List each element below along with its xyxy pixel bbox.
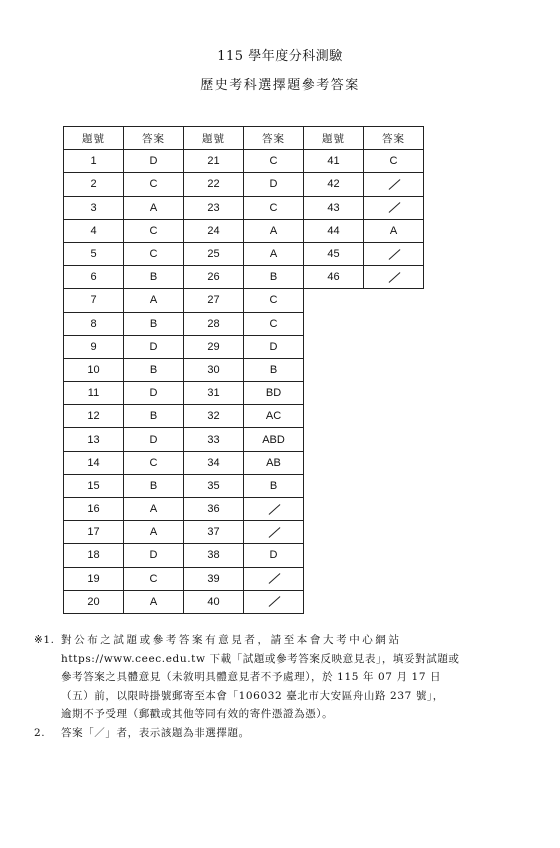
- question-number-cell: 19: [64, 567, 124, 590]
- question-number-cell: 18: [64, 544, 124, 567]
- non-choice-slash-icon: [388, 202, 400, 214]
- answer-cell: B: [124, 474, 184, 497]
- answer-cell: C: [244, 289, 304, 312]
- answer-cell: B: [244, 358, 304, 381]
- question-number-cell: 45: [304, 242, 364, 265]
- table-row: [64, 312, 184, 335]
- question-number-cell: 14: [64, 451, 124, 474]
- table-row: [304, 266, 424, 289]
- answer-cell: A: [124, 498, 184, 521]
- answer-cell: D: [124, 150, 184, 173]
- answer-cell: C: [364, 150, 424, 173]
- question-number-cell: 38: [184, 544, 244, 567]
- question-number-cell: 10: [64, 358, 124, 381]
- question-number-cell: 20: [64, 590, 124, 613]
- question-number-cell: 39: [184, 567, 244, 590]
- table-row: [184, 335, 304, 358]
- answer-cell: [364, 173, 424, 196]
- table-row: [184, 451, 304, 474]
- table-row: [64, 544, 184, 567]
- answer-cell: B: [124, 266, 184, 289]
- answer-cell: D: [124, 428, 184, 451]
- answer-cell: A: [364, 219, 424, 242]
- table-row: [64, 382, 184, 405]
- table-row: [184, 428, 304, 451]
- notes-section: [34, 631, 460, 742]
- table-row: [64, 289, 184, 312]
- table-row: [64, 173, 184, 196]
- table-row: [64, 150, 184, 173]
- answer-cell: D: [124, 335, 184, 358]
- answer-cell: [364, 266, 424, 289]
- table-row: [64, 451, 184, 474]
- question-number-cell: 37: [184, 521, 244, 544]
- answer-cell: B: [124, 405, 184, 428]
- table-header-row: [304, 127, 424, 150]
- question-number-cell: 2: [64, 173, 124, 196]
- answer-cell: A: [124, 521, 184, 544]
- header-answer: 答案: [244, 127, 304, 150]
- table-row: [184, 173, 304, 196]
- table-row: [64, 521, 184, 544]
- table-row: [64, 498, 184, 521]
- note-1-line: 參考答案之具體意見（未敘明具體意見者不予處理），於 115 年 07 月 17 日: [61, 671, 442, 683]
- note-1: [34, 631, 460, 724]
- question-number-cell: 5: [64, 242, 124, 265]
- table-row: [64, 335, 184, 358]
- question-number-cell: 25: [184, 242, 244, 265]
- table-row: [184, 498, 304, 521]
- table-row: [184, 219, 304, 242]
- note-1-line: 逾期不予受理（郵戳或其他等同有效的寄件憑證為憑）。: [61, 708, 334, 720]
- answer-cell: C: [124, 219, 184, 242]
- question-number-cell: 6: [64, 266, 124, 289]
- question-number-cell: 28: [184, 312, 244, 335]
- answer-cell: A: [124, 196, 184, 219]
- question-number-cell: 3: [64, 196, 124, 219]
- answer-cell: C: [244, 150, 304, 173]
- non-choice-slash-icon: [388, 179, 400, 191]
- answer-cell: [244, 590, 304, 613]
- question-number-cell: 22: [184, 173, 244, 196]
- table-row: [64, 405, 184, 428]
- question-number-cell: 16: [64, 498, 124, 521]
- non-choice-slash-icon: [268, 596, 280, 608]
- answer-cell: [244, 521, 304, 544]
- question-number-cell: 1: [64, 150, 124, 173]
- table-row: [184, 382, 304, 405]
- question-number-cell: 12: [64, 405, 124, 428]
- answer-cell: B: [124, 358, 184, 381]
- answer-cell: BD: [244, 382, 304, 405]
- table-row: [184, 590, 304, 613]
- question-number-cell: 31: [184, 382, 244, 405]
- note-1-marker: ※1.: [34, 634, 55, 646]
- table-row: [184, 521, 304, 544]
- table-row: [184, 289, 304, 312]
- question-number-cell: 34: [184, 451, 244, 474]
- question-number-cell: 11: [64, 382, 124, 405]
- answer-cell: D: [244, 544, 304, 567]
- non-choice-slash-icon: [268, 526, 280, 538]
- answer-cell: A: [244, 219, 304, 242]
- header-answer: 答案: [364, 127, 424, 150]
- header-answer: 答案: [124, 127, 184, 150]
- question-number-cell: 8: [64, 312, 124, 335]
- note-1-line: （五）前，以限時掛號郵寄至本會「106032 臺北市大安區舟山路 237 號」，: [61, 689, 444, 702]
- answer-cell: C: [124, 173, 184, 196]
- answer-table-column-3: [303, 126, 424, 289]
- question-number-cell: 42: [304, 173, 364, 196]
- answer-cell: D: [124, 382, 184, 405]
- note-2-marker: 2.: [34, 726, 46, 739]
- table-row: [184, 358, 304, 381]
- question-number-cell: 4: [64, 219, 124, 242]
- table-row: [184, 266, 304, 289]
- non-choice-slash-icon: [268, 573, 280, 585]
- note-1-line: 對公布之試題或參考答案有意見者，請至本會大考中心網站: [61, 634, 402, 646]
- table-row: [64, 474, 184, 497]
- table-row: [184, 474, 304, 497]
- answer-cell: AB: [244, 451, 304, 474]
- answer-cell: ABD: [244, 428, 304, 451]
- header-question-number: 題號: [184, 127, 244, 150]
- note-1-line: https://www.ceec.edu.tw 下載「試題或參考答案反映意見表」，填妥對試題或: [61, 652, 460, 665]
- question-number-cell: 41: [304, 150, 364, 173]
- question-number-cell: 15: [64, 474, 124, 497]
- non-choice-slash-icon: [388, 248, 400, 260]
- answer-cell: [244, 498, 304, 521]
- table-row: [64, 567, 184, 590]
- note-2: [34, 724, 454, 743]
- table-row: [184, 242, 304, 265]
- question-number-cell: 43: [304, 196, 364, 219]
- answer-cell: [364, 196, 424, 219]
- question-number-cell: 26: [184, 266, 244, 289]
- table-row: [304, 173, 424, 196]
- answer-cell: B: [244, 266, 304, 289]
- table-row: [304, 196, 424, 219]
- answer-cell: B: [124, 312, 184, 335]
- question-number-cell: 21: [184, 150, 244, 173]
- table-row: [64, 242, 184, 265]
- header-question-number: 題號: [304, 127, 364, 150]
- question-number-cell: 30: [184, 358, 244, 381]
- question-number-cell: 46: [304, 266, 364, 289]
- table-row: [64, 219, 184, 242]
- answer-cell: [244, 567, 304, 590]
- answer-cell: C: [124, 242, 184, 265]
- answer-cell: C: [244, 196, 304, 219]
- answer-cell: A: [124, 289, 184, 312]
- question-number-cell: 23: [184, 196, 244, 219]
- table-row: [64, 428, 184, 451]
- answer-cell: D: [244, 335, 304, 358]
- answer-cell: D: [124, 544, 184, 567]
- table-row: [304, 150, 424, 173]
- question-number-cell: 40: [184, 590, 244, 613]
- question-number-cell: 17: [64, 521, 124, 544]
- non-choice-slash-icon: [388, 271, 400, 283]
- table-row: [184, 405, 304, 428]
- table-row: [304, 242, 424, 265]
- table-row: [184, 567, 304, 590]
- answer-cell: D: [244, 173, 304, 196]
- answer-cell: C: [244, 312, 304, 335]
- answer-cell: AC: [244, 405, 304, 428]
- question-number-cell: 7: [64, 289, 124, 312]
- table-row: [184, 150, 304, 173]
- page-title: 115 學年度分科測驗: [217, 49, 343, 64]
- answer-cell: B: [244, 474, 304, 497]
- table-header-row: [64, 127, 184, 150]
- table-row: [64, 196, 184, 219]
- question-number-cell: 35: [184, 474, 244, 497]
- answer-table-column-1: [63, 126, 184, 614]
- answer-table-column-2: [183, 126, 304, 614]
- table-row: [64, 590, 184, 613]
- question-number-cell: 29: [184, 335, 244, 358]
- question-number-cell: 36: [184, 498, 244, 521]
- answer-cell: C: [124, 451, 184, 474]
- table-row: [304, 219, 424, 242]
- table-row: [184, 312, 304, 335]
- question-number-cell: 33: [184, 428, 244, 451]
- question-number-cell: 24: [184, 219, 244, 242]
- question-number-cell: 32: [184, 405, 244, 428]
- non-choice-slash-icon: [268, 503, 280, 515]
- page-subtitle: 歷史考科選擇題參考答案: [200, 78, 360, 93]
- question-number-cell: 13: [64, 428, 124, 451]
- answer-cell: A: [244, 242, 304, 265]
- question-number-cell: 44: [304, 219, 364, 242]
- header-question-number: 題號: [64, 127, 124, 150]
- table-header-row: [184, 127, 304, 150]
- table-row: [184, 196, 304, 219]
- table-row: [64, 358, 184, 381]
- answer-cell: C: [124, 567, 184, 590]
- note-2-line: 答案「／」者，表示該題為非選擇題。: [61, 726, 250, 739]
- table-row: [184, 544, 304, 567]
- answer-cell: A: [124, 590, 184, 613]
- question-number-cell: 27: [184, 289, 244, 312]
- question-number-cell: 9: [64, 335, 124, 358]
- answer-cell: [364, 242, 424, 265]
- table-row: [64, 266, 184, 289]
